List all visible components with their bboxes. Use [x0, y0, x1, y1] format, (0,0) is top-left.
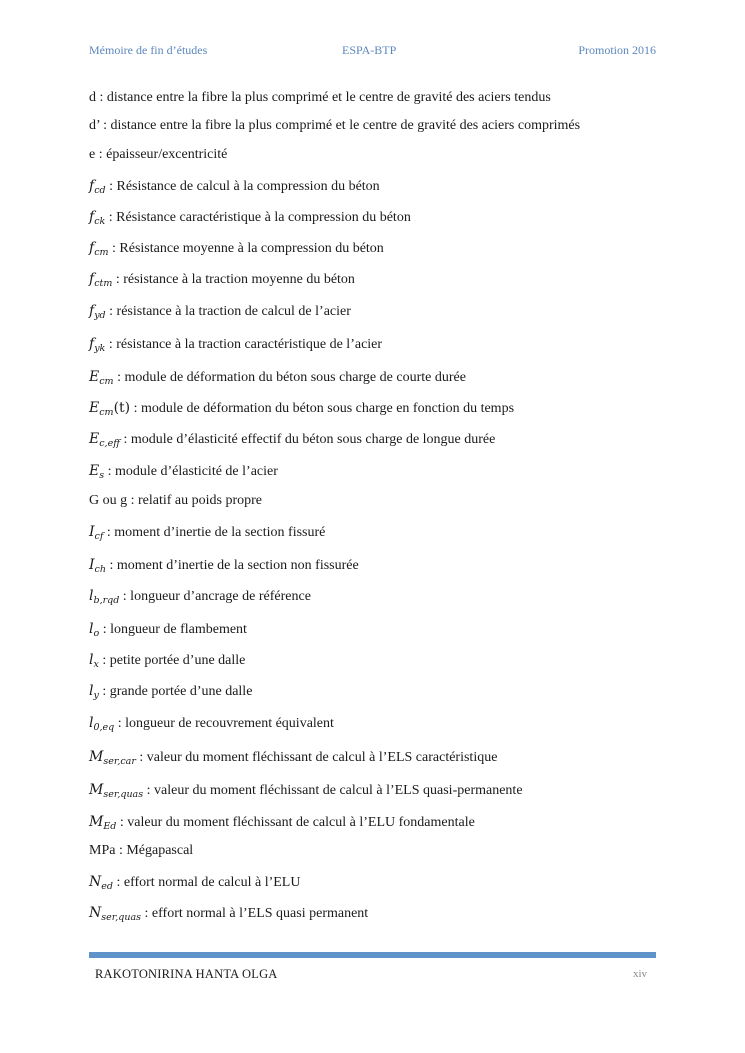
notation-entry — [89, 781, 523, 800]
notation-symbol: $M_{Ed}$ — [89, 814, 117, 832]
notation-description: : longueur de recouvrement équivalent — [114, 716, 334, 731]
notation-symbol: $f_{cm}$ — [89, 240, 109, 258]
notation-entry — [89, 89, 551, 107]
notation-symbol: $f_{cd}$ — [89, 178, 106, 196]
notation-entry — [89, 523, 325, 542]
notation-entry — [89, 117, 580, 135]
notation-symbol: $l_{b,rqd}$ — [89, 588, 120, 606]
notation-description: : résistance à la traction caractéristique de l’acier — [105, 337, 383, 352]
notation-description: : résistance à la traction de calcul de l’acier — [105, 304, 351, 319]
notation-symbol: $E_s$ — [89, 463, 105, 481]
notation-entry — [89, 399, 514, 418]
notation-description: : module de déformation du béton sous charge de courte durée — [113, 370, 466, 385]
notation-symbol: $I_{cf}$ — [89, 524, 104, 542]
notation-description: : longueur d’ancrage de référence — [119, 589, 311, 604]
notation-entry — [89, 842, 193, 860]
notation-symbol: $f_{yd}$ — [89, 303, 106, 321]
notation-entry — [89, 368, 466, 387]
notation-entry — [89, 146, 227, 164]
notation-entry — [89, 492, 262, 510]
notation-entry — [89, 208, 411, 227]
notation-entry — [89, 335, 382, 354]
notation-description: : grande portée d’une dalle — [98, 684, 253, 699]
notation-symbol: $I_{ch}$ — [89, 557, 106, 575]
notation-description: MPa : Mégapascal — [89, 843, 194, 858]
notation-symbol: $M_{ser,car}$ — [89, 749, 136, 767]
notation-description: : module d’élasticité effectif du béton sous charge de longue durée — [119, 432, 496, 447]
notation-description: d’ : distance entre la fibre la plus comprimé et le centre de gravité des aciers comprimés — [89, 118, 581, 133]
notation-description: : effort normal à l’ELS quasi permanent — [141, 906, 369, 921]
header-thesis-title: Mémoire de fin d’études — [89, 43, 208, 57]
notation-description: : valeur du moment fléchissant de calcul à l’ELS quasi-permanente — [143, 783, 523, 798]
notation-description: : résistance à la traction moyenne du béton — [112, 272, 355, 287]
notation-symbol: $E_{cm}$ — [89, 369, 114, 387]
notation-description: : valeur du moment fléchissant de calcul à l’ELU fondamentale — [116, 815, 475, 830]
notation-description: : longueur de flambement — [99, 622, 247, 637]
notation-entry — [89, 587, 311, 606]
notation-symbol: $E_{cm}(t)$ — [89, 400, 131, 418]
notation-symbol: $f_{ck}$ — [89, 209, 106, 227]
notation-description: d : distance entre la fibre la plus comprimé et le centre de gravité des aciers tendus — [89, 90, 551, 105]
notation-description: : moment d’inertie de la section fissuré — [103, 525, 326, 540]
notation-symbol: $f_{yk}$ — [89, 336, 106, 354]
notation-symbol: $l_y$ — [89, 683, 99, 701]
notation-description: : valeur du moment fléchissant de calcul à l’ELS caractéristique — [135, 750, 498, 765]
notation-description: : Résistance caractéristique à la compression du béton — [105, 210, 411, 225]
notation-entry — [89, 302, 351, 321]
notation-description: : module de déformation du béton sous charge en fonction du temps — [130, 401, 515, 416]
notation-description: G ou g : relatif au poids propre — [89, 493, 263, 508]
notation-entry — [89, 714, 334, 733]
notation-description: e : épaisseur/excentricité — [89, 147, 228, 162]
header-school: ESPA-BTP — [342, 43, 397, 57]
notation-symbol: $l_x$ — [89, 652, 99, 670]
notation-entry — [89, 748, 497, 767]
notation-entry — [89, 177, 380, 196]
footer-author: RAKOTONIRINA HANTA OLGA — [95, 967, 278, 981]
notation-entry — [89, 651, 245, 670]
page-number: xiv — [633, 968, 648, 980]
notation-entry — [89, 873, 300, 892]
notation-entry — [89, 462, 278, 481]
notation-symbol: $l_{0,eq}$ — [89, 715, 115, 733]
notation-entry — [89, 682, 252, 701]
notation-description: : moment d’inertie de la section non fissurée — [105, 558, 359, 573]
notation-symbol: $l_o$ — [89, 621, 100, 639]
notation-symbol: $E_{c,eff}$ — [89, 431, 120, 449]
notation-symbol: $N_{ser,quas}$ — [89, 905, 142, 923]
notation-description: : petite portée d’une dalle — [98, 653, 246, 668]
header-promotion: Promotion 2016 — [578, 43, 656, 57]
notation-symbol: $M_{ser,quas}$ — [89, 782, 144, 800]
notation-entry — [89, 813, 475, 832]
notation-symbol: $f_{ctm}$ — [89, 271, 113, 289]
notation-description: : module d’élasticité de l’acier — [104, 464, 278, 479]
footer-divider — [89, 952, 656, 958]
notation-description: : Résistance de calcul à la compression du béton — [105, 179, 380, 194]
notation-entry — [89, 620, 247, 639]
notation-symbol: $N_{ed}$ — [89, 874, 113, 892]
notation-description: : effort normal de calcul à l’ELU — [112, 875, 301, 890]
notation-entry — [89, 239, 384, 258]
notation-description: : Résistance moyenne à la compression du béton — [108, 241, 384, 256]
notation-entry — [89, 556, 359, 575]
notation-entry — [89, 430, 495, 449]
notation-entry — [89, 270, 355, 289]
page-header — [89, 43, 656, 59]
notation-entry — [89, 904, 368, 923]
